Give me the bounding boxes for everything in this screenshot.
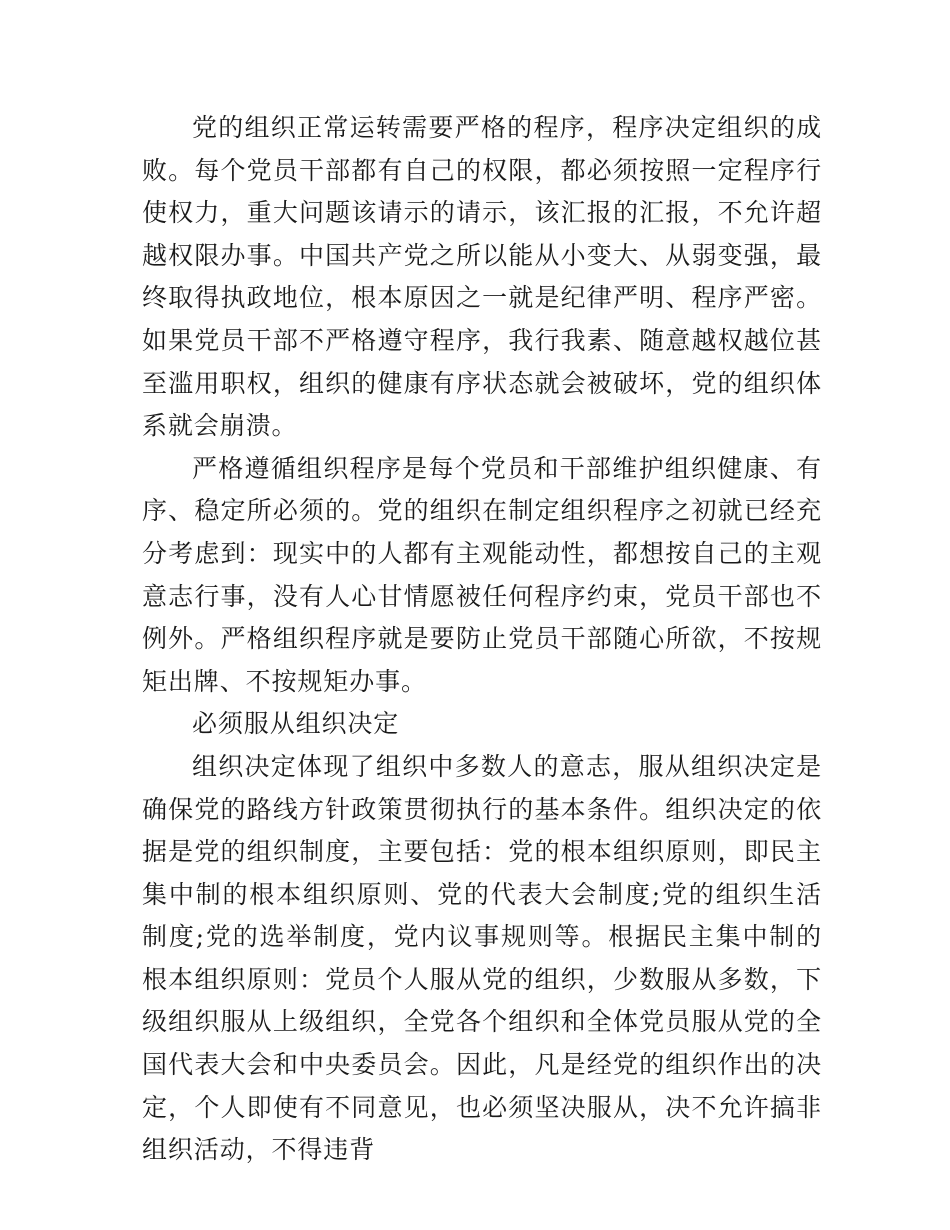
paragraph-follow-procedure: 严格遵循组织程序是每个党员和干部维护组织健康、有序、稳定所必须的。党的组织在制定组织程序之初就已经充分考虑到：现实中的人都有主观能动性，都想按自己的主观意志行事，没有人心甘情愿被任何程序约束，党员干部也不例外。严格组织程序就是要防止党员干部随心所欲，不按规矩出牌、不按规矩办事。: [142, 453, 822, 696]
paragraph-obey-decision: 组织决定体现了组织中多数人的意志，服从组织决定是确保党的路线方针政策贯彻执行的基本条件。组织决定的依据是党的组织制度，主要包括：党的根本组织原则，即民主集中制的根本组织原则、党的代表大会制度;党的组织生活制度;党的选举制度，党内议事规则等。根据民主集中制的根本组织原则：党员个人服从党的组织，少数服从多数，下级组织服从上级组织，全党各个组织和全体党员服从党的全国代表大会和中央委员会。因此，凡是经党的组织作出的决定，个人即使有不同意见，也必须坚决服从，决不允许搞非组织活动，不得违背: [142, 751, 822, 1165]
document-body: [142, 107, 822, 1172]
paragraph-procedure: 党的组织正常运转需要严格的程序，程序决定组织的成败。每个党员干部都有自己的权限，都必须按照一定程序行使权力，重大问题该请示的请示，该汇报的汇报，不允许超越权限办事。中国共产党之所以能从小变大、从弱变强，最终取得执政地位，根本原因之一就是纪律严明、程序严密。如果党员干部不严格遵守程序，我行我素、随意越权越位甚至滥用职权，组织的健康有序状态就会被破坏，党的组织体系就会崩溃。: [142, 113, 822, 441]
section-heading: 必须服从组织决定: [192, 709, 400, 739]
